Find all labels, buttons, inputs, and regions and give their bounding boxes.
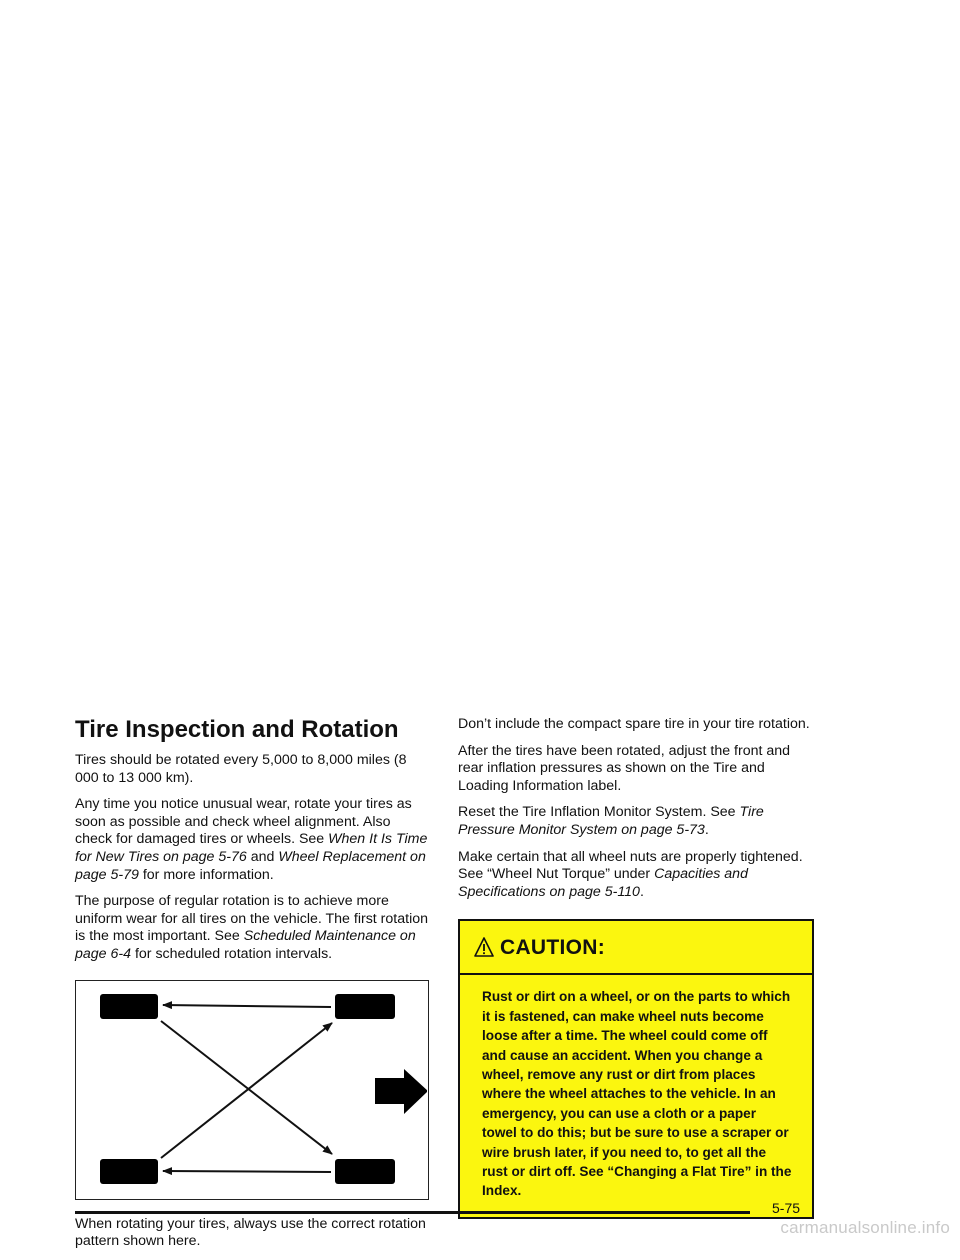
new-tires-link[interactable]: When It Is Time for New Tires on page 5-76 — [75, 831, 428, 865]
forward-direction-arrow-icon — [375, 1069, 427, 1114]
caution-box — [458, 919, 814, 1218]
tire-left-rear — [100, 994, 158, 1019]
rotation-pattern-diagram — [75, 980, 429, 1200]
inflation-pressure-paragraph: After the tires have been rotated, adjust the front and rear inflation pressures as shown on the Tire and Loading Information label. — [458, 742, 791, 794]
regular-rotation-paragraph: The purpose of regular rotation is to achieve more uniform wear for all tires on the vehicle. The first rotation is the most important. See Scheduled Maintenance on page 6-4 for scheduled rotation intervals. — [75, 893, 429, 962]
tire-right-front — [335, 994, 395, 1019]
rotation-pattern-svg — [76, 981, 427, 1198]
scheduled-maintenance-link[interactable]: Scheduled Maintenance on page 6-4 — [75, 928, 416, 962]
arrow-top — [163, 1005, 331, 1007]
wheel-replacement-link[interactable]: Wheel Replacement on page 5-79 — [75, 848, 426, 883]
reset-monitor-paragraph: Reset the Tire Inflation Monitor System. See Tire Pressure Monitor System on page 5-73. — [458, 804, 764, 838]
tire-left-front — [100, 1159, 158, 1184]
arrow-cross-up — [161, 1023, 332, 1158]
correct-pattern-paragraph: When rotating your tires, always use the correct rotation pattern shown here. — [75, 1215, 426, 1250]
section-title: Tire Inspection and Rotation — [75, 716, 399, 743]
arrow-bottom — [163, 1171, 331, 1172]
tire-pressure-monitor-link[interactable]: Tire Pressure Monitor System on page 5-73 — [458, 804, 764, 838]
warning-triangle-icon — [474, 936, 494, 958]
arrow-cross-down — [161, 1021, 332, 1154]
compact-spare-paragraph: Don’t include the compact spare tire in your tire rotation. — [458, 716, 810, 732]
unusual-wear-paragraph: Any time you notice unusual wear, rotate your tires as soon as possible and check wheel alignment. Also check for damaged tires or wheels. See When It Is Time for New Tires on page 5-76 and Wheel Replacement on page 5-79 for more information. — [75, 796, 428, 883]
capacities-specifications-link[interactable]: Capacities and Specifications on page 5-110 — [458, 866, 748, 900]
footer-rule — [75, 1211, 750, 1214]
left-column — [75, 716, 431, 1260]
caution-text: Rust or dirt on a wheel, or on the parts to which it is fastened, can make wheel nuts become loose after a time. The wheel could come off and cause an accident. When you change a wheel, remove any rust or dirt from places where the wheel attaches to the vehicle. In an emergency, you can use a cloth or a paper towel to do this; but be sure to use a scraper or wire brush later, if you need to, to get all the rust or dirt off. See “Changing a Flat Tire” in the Index. — [482, 989, 792, 1199]
watermark: carmanualsonline.info — [780, 1218, 950, 1237]
rotation-interval-paragraph: Tires should be rotated every 5,000 to 8,000 miles (8 000 to 13 000 km). — [75, 752, 407, 786]
tire-right-rear — [335, 1159, 395, 1184]
right-column — [458, 716, 814, 1219]
wheel-nuts-paragraph: Make certain that all wheel nuts are properly tightened. See “Wheel Nut Torque” under Capacities and Specifications on page 5-110. — [458, 848, 803, 900]
caution-title: CAUTION: — [500, 935, 606, 959]
caution-header — [460, 921, 812, 975]
page-number: 5-75 — [772, 1200, 801, 1216]
